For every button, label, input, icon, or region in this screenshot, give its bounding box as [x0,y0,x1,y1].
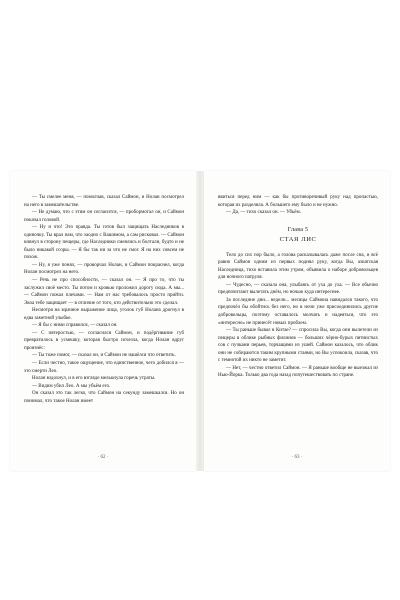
paragraph: — Нет, — честно ответил Саймон. — Я раньше вообще не выезжал из Нью-Йорка. Только два года назад попутешествовать по стране. [218,365,378,379]
paragraph: Тело до сих пор было, а голова раскалывалась даже после сна, и всё равно Саймон одним из первых поднял руку, когда Вы, азиатская Наследница, тихо вставила этим утром, объявила о наборе добровольцев для ночного патруля. [218,252,378,281]
right-page [204,171,390,471]
paragraph: Несмотря на мрачное выражение лица, уголок губ Нолана дрогнул в едва заметной улыбке. [24,308,184,321]
paragraph: — Ну и что! Это правда. Ты готов был защищать Наследников в одиночку. Ты врал нам, что заодно с Вашимом, а сам рисковал. — Саймон кивнул в сторону пещеры, где Наследники смеялись и болтали, будто и не было никакой ссоры. — Я бы так ни за что не смог. Я на них совсем не похож. [24,225,184,261]
paragraph: ввиться перед ним — как бы противоречивый руку над пропастью, которая их разделяла. А большего ему было и не нужно. [218,195,378,208]
left-page [10,171,196,471]
left-page-text [24,194,184,405]
paragraph: — Чудесно, — сказала она, улыбаясь от уха до уха. — Все обычно предпочитают вылетать днём, но ночью куда интереснее. [218,282,378,296]
paragraph: За последние дни... недели... месяцы Саймона навидался такого, что предпочёл бы обойтись без него, но в ночи уже присоединились другие добровольцы, поэтому оставалось молчать и надеяться, что это «интересно» не принесёт новых проблем. [218,297,378,326]
paragraph: — Ты смелее меня, — помолчав, сказал Саймон, и Нолан посмотрел на него в замешательстве. [24,195,184,208]
paragraph: — Если честно, такое ощущение, что единственное, чего добился я — это смерти Лео. [24,361,184,374]
paragraph: — Да, — тихо сказал он. — Убьём. [226,210,301,216]
chapter-heading [218,226,378,244]
paragraph: Он сказал это так легко, что Саймон на секунду замешкался. Но он понимал, что такое Нолан имеет [24,391,184,404]
page-number: · 62 · [97,455,109,460]
book-gutter [196,171,204,471]
right-page-text [218,194,378,380]
chapter-title: СТАЯ ЛИС [279,235,317,243]
paragraph: — Видим убил Лео. А мы убьём его. [32,383,111,389]
paragraph: — Ну, я уже понял, — проворчал Нолан, и Саймон покраснел, когда Нолан посмотрел на него. [24,262,184,276]
paragraph: — Ты раньше бывал в Китае? — спросила Вы, когда они вылетели из пещеры в облике рыбных филинов — больших чёрно-бурых пятнистых сов с пучками перьев, торчащими из ушей. Саймон казалось, что облик они не собираются таким крупными стаями, но Вы успокоила, сказав, что с темнотой их никто не заметит. [218,328,378,364]
paragraph: Нолан вздохнул, и в его взгляде мелькнула горечь утраты. [32,376,156,382]
paragraph: — С пятеростью, — согласился Саймон, и подёргивание губ превратилось в усмешку, которая быстро исчезла, когда Нолан вдруг произнёс: [24,330,184,351]
paragraph: — Ты тоже помог, — сказал он, и Саймон не нашёлся что ответить. [32,353,176,359]
paragraph: — Не думаю, что с этим он согласится, — пробормотал он, и Саймон покачал головой. [24,210,184,223]
paragraph: — Я бы с ними справился, — сказал он. [32,323,118,329]
paragraph: — Речь не про способности, — сказал он. — Я про то, что ты заслужил своё место. Ты потом и кровью проложил дорогу сюда. А мы... — Саймон пожал плечами. — Нам от нас требовалось просто прийти. Экоа тебе защищает — в отличие от того, кто действительно это сделал. [24,278,184,306]
page-number: · 63 · [291,455,303,460]
chapter-number: Глава 5 [287,226,309,233]
